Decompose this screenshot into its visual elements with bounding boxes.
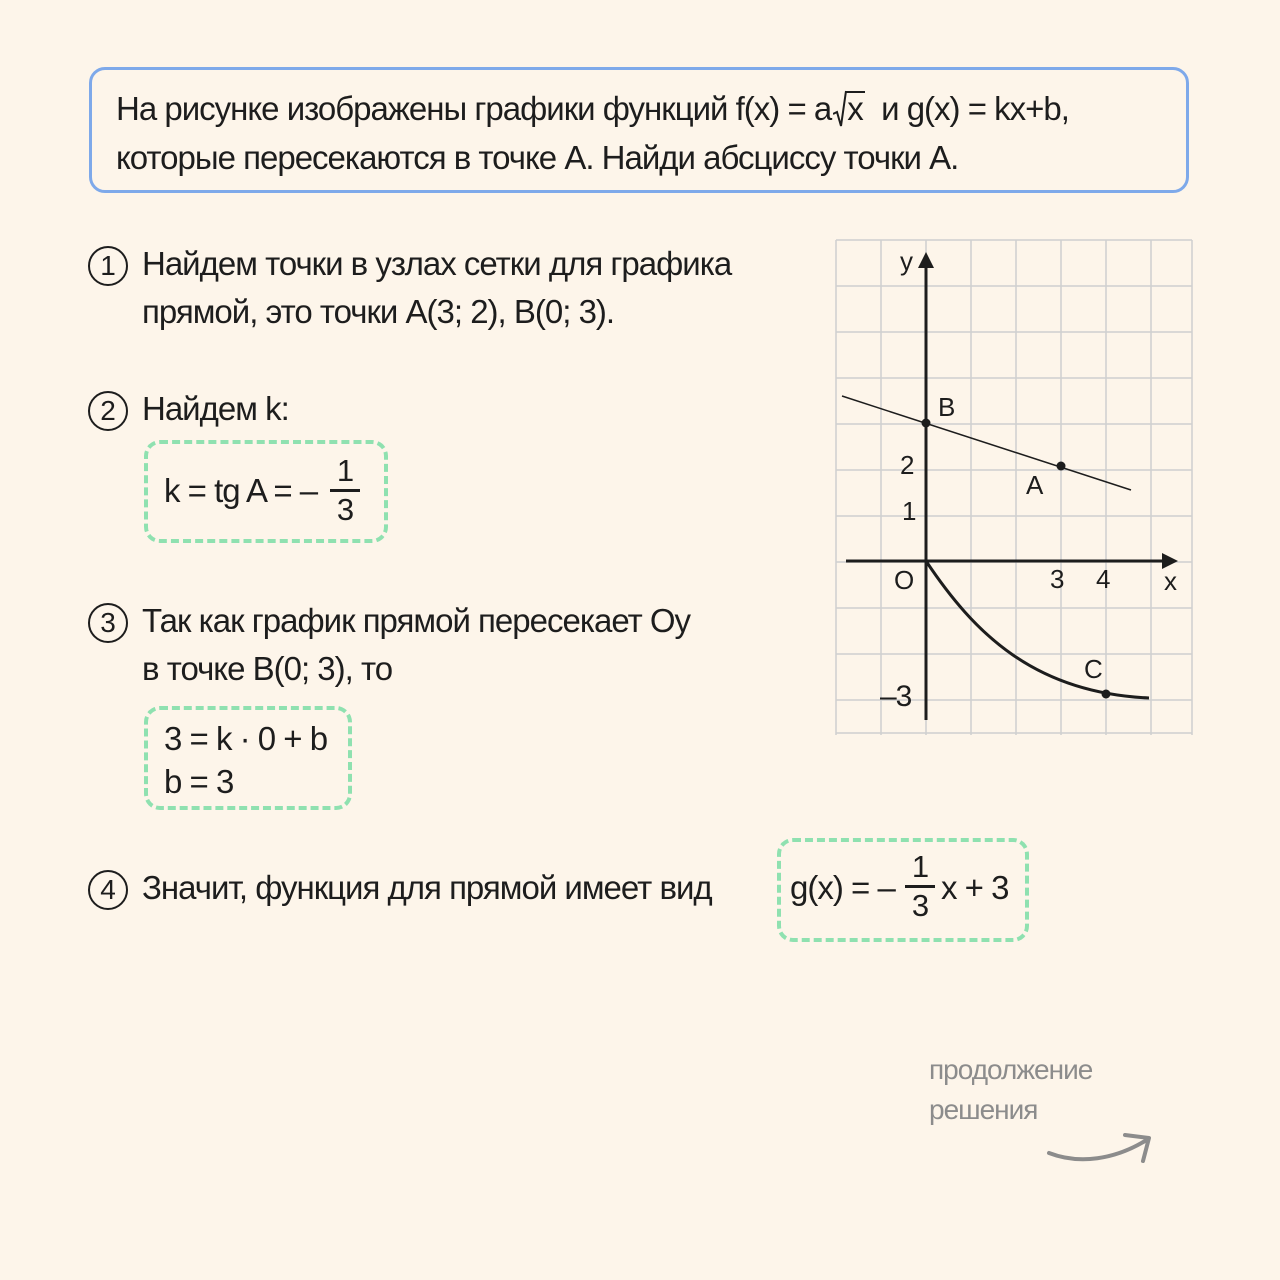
continue-arrow-icon[interactable] bbox=[1045, 1125, 1160, 1170]
y-axis-arrow-icon bbox=[918, 252, 934, 268]
formula-b-line-2: b = 3 bbox=[164, 763, 234, 800]
tick-x-4: 4 bbox=[1096, 564, 1110, 594]
task-line-1 bbox=[116, 90, 1069, 128]
tick-y-minus-3: –3 bbox=[880, 680, 912, 713]
function-graph bbox=[834, 238, 1194, 735]
formula-g-denominator: 3 bbox=[911, 887, 929, 923]
point-a-label: A bbox=[1026, 470, 1043, 500]
tick-x-3: 3 bbox=[1050, 564, 1064, 594]
point-c-label: C bbox=[1084, 654, 1102, 684]
step-3-line-2: в точке B(0; 3), то bbox=[142, 650, 393, 687]
formula-g-numerator: 1 bbox=[911, 849, 929, 884]
formula-g-fraction bbox=[905, 849, 935, 923]
line-g bbox=[842, 396, 1131, 490]
formula-k-numerator: 1 bbox=[336, 453, 354, 488]
continue-line-2: решения bbox=[929, 1094, 1038, 1125]
point-b-label: B bbox=[938, 392, 955, 422]
step-2-line-1: Найдем k: bbox=[142, 390, 289, 427]
step-3-line-1: Так как график прямой пересекает Oy bbox=[142, 602, 691, 639]
continue-hint[interactable] bbox=[929, 1050, 1092, 1130]
task-text-suffix: и g(x) = kx+b, bbox=[881, 90, 1069, 127]
task-line-2: которые пересекаются в точке A. Найди абсциссу точки A. bbox=[116, 139, 959, 176]
formula-k-fraction bbox=[330, 453, 360, 527]
formula-g-lhs: g(x) = – bbox=[790, 869, 895, 906]
graph-grid bbox=[836, 240, 1192, 735]
tick-y-1: 1 bbox=[902, 496, 916, 526]
task-text-prefix: На рисунке изображены графики функций f(x) = a bbox=[116, 90, 832, 127]
continue-line-1: продолжение bbox=[929, 1054, 1093, 1085]
point-a-dot bbox=[1057, 462, 1066, 471]
step-2-number: 2 bbox=[88, 391, 128, 431]
step-1-line-2: прямой, это точки A(3; 2), B(0; 3). bbox=[142, 293, 615, 330]
origin-label: O bbox=[894, 565, 914, 595]
formula-b-line-1: 3 = k · 0 + b bbox=[164, 720, 328, 757]
formula-k-lhs: k = tg A = – bbox=[164, 472, 318, 509]
point-b-dot bbox=[922, 419, 931, 428]
formula-g-rhs: x + 3 bbox=[941, 869, 1009, 906]
step-3-number: 3 bbox=[88, 603, 128, 643]
radical-sign-icon bbox=[833, 90, 847, 128]
point-c-dot bbox=[1102, 690, 1111, 699]
formula-k-denominator: 3 bbox=[336, 491, 354, 527]
step-1-number: 1 bbox=[88, 246, 128, 286]
y-axis-label: y bbox=[900, 246, 912, 276]
sqrt-symbol bbox=[833, 90, 865, 128]
radicand: x bbox=[847, 90, 863, 127]
step-4-line-1: Значит, функция для прямой имеет вид bbox=[142, 869, 712, 906]
x-axis-label: x bbox=[1164, 566, 1176, 596]
task-box bbox=[89, 67, 1189, 193]
curve-f bbox=[926, 561, 1149, 698]
step-1-line-1: Найдем точки в узлах сетки для графика bbox=[142, 245, 732, 282]
step-4-number: 4 bbox=[88, 870, 128, 910]
tick-y-2: 2 bbox=[900, 450, 914, 480]
